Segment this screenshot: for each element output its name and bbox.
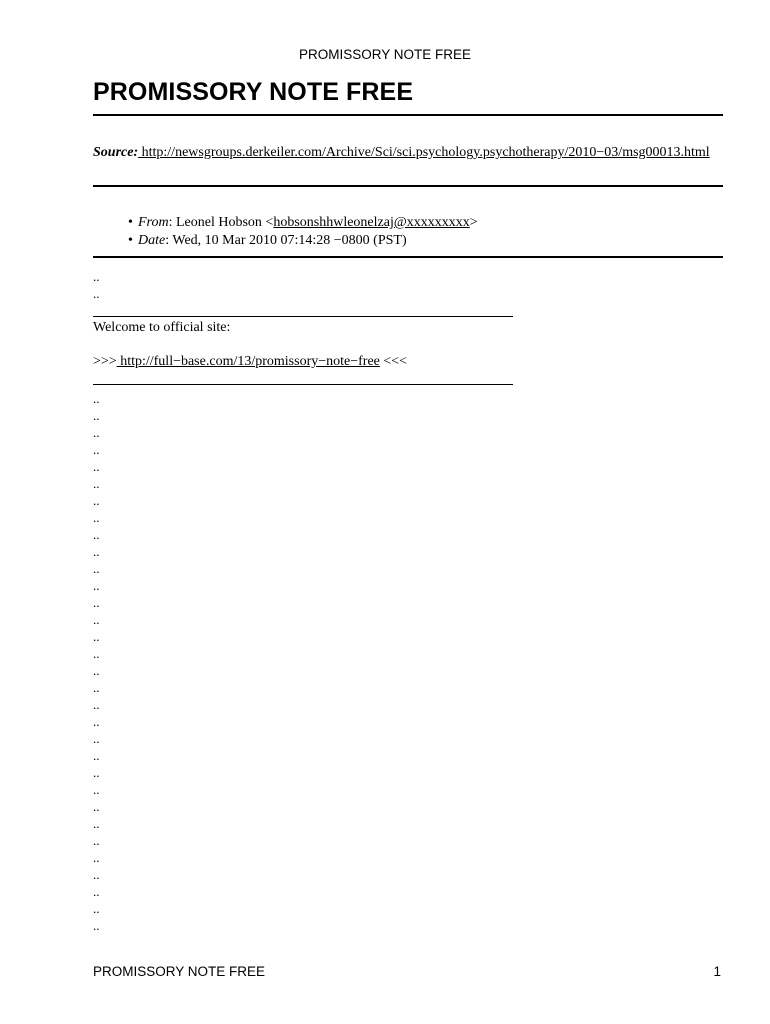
dots-line: .. bbox=[93, 850, 100, 865]
source-divider bbox=[93, 185, 723, 187]
from-email-link[interactable]: hobsonshhwleonelzaj@xxxxxxxxx bbox=[273, 215, 470, 230]
dots-line: .. bbox=[93, 561, 100, 576]
message-meta bbox=[128, 214, 478, 250]
date-label: Date bbox=[138, 233, 166, 248]
dots-line: .. bbox=[93, 833, 100, 848]
from-label: From bbox=[138, 215, 169, 230]
from-prefix: : Leonel Hobson < bbox=[168, 215, 274, 230]
date-value: : Wed, 10 Mar 2010 07:14:28 −0800 (PST) bbox=[165, 233, 407, 248]
dots-line: .. bbox=[93, 493, 100, 508]
dots-line: .. bbox=[93, 901, 100, 916]
dots-line: .. bbox=[93, 286, 100, 301]
dots-line: .. bbox=[93, 714, 100, 729]
welcome-bottom-rule bbox=[93, 384, 513, 385]
dots-line: .. bbox=[93, 595, 100, 610]
dots-line: .. bbox=[93, 663, 100, 678]
dots-line: .. bbox=[93, 765, 100, 780]
dots-line: .. bbox=[93, 408, 100, 423]
dots-line: .. bbox=[93, 816, 100, 831]
title-divider bbox=[93, 114, 723, 116]
running-footer: PROMISSORY NOTE FREE bbox=[93, 964, 266, 979]
dots-line: .. bbox=[93, 442, 100, 457]
dots-top bbox=[93, 268, 100, 302]
dots-line: .. bbox=[93, 612, 100, 627]
dots-line: .. bbox=[93, 425, 100, 440]
dots-line: .. bbox=[93, 459, 100, 474]
dots-line: .. bbox=[93, 799, 100, 814]
page-number: 1 bbox=[713, 964, 721, 979]
source-label: Source: bbox=[93, 145, 139, 160]
page-title: PROMISSORY NOTE FREE bbox=[93, 78, 414, 106]
meta-date bbox=[128, 232, 478, 250]
dots-line: .. bbox=[93, 731, 100, 746]
welcome-text: Welcome to official site: bbox=[93, 320, 231, 335]
source-line bbox=[93, 145, 710, 161]
dots-line: .. bbox=[93, 918, 100, 933]
dots-line: .. bbox=[93, 527, 100, 542]
dots-line: .. bbox=[93, 680, 100, 695]
dots-line: .. bbox=[93, 544, 100, 559]
link-suffix: <<< bbox=[379, 354, 408, 369]
source-link[interactable]: http://newsgroups.derkeiler.com/Archive/Sci/sci.psychology.psychotherapy/2010−03/msg00013.html bbox=[138, 145, 710, 160]
dots-line: .. bbox=[93, 697, 100, 712]
meta-divider bbox=[93, 256, 723, 258]
dots-bottom bbox=[93, 390, 100, 934]
dots-line: .. bbox=[93, 867, 100, 882]
bullet-icon: • bbox=[128, 215, 133, 230]
meta-from bbox=[128, 214, 478, 232]
from-suffix: > bbox=[469, 215, 478, 230]
promo-link[interactable]: http://full−base.com/13/promissory−note−free bbox=[116, 354, 380, 369]
dots-line: .. bbox=[93, 646, 100, 661]
dots-line: .. bbox=[93, 629, 100, 644]
promo-link-line bbox=[93, 354, 407, 370]
running-header: PROMISSORY NOTE FREE bbox=[298, 47, 472, 62]
dots-line: .. bbox=[93, 476, 100, 491]
bullet-icon: • bbox=[128, 233, 133, 248]
dots-line: .. bbox=[93, 269, 100, 284]
dots-line: .. bbox=[93, 578, 100, 593]
link-prefix: >>> bbox=[93, 354, 117, 369]
dots-line: .. bbox=[93, 748, 100, 763]
dots-line: .. bbox=[93, 884, 100, 899]
welcome-top-rule bbox=[93, 316, 513, 317]
dots-line: .. bbox=[93, 782, 100, 797]
dots-line: .. bbox=[93, 391, 100, 406]
dots-line: .. bbox=[93, 510, 100, 525]
